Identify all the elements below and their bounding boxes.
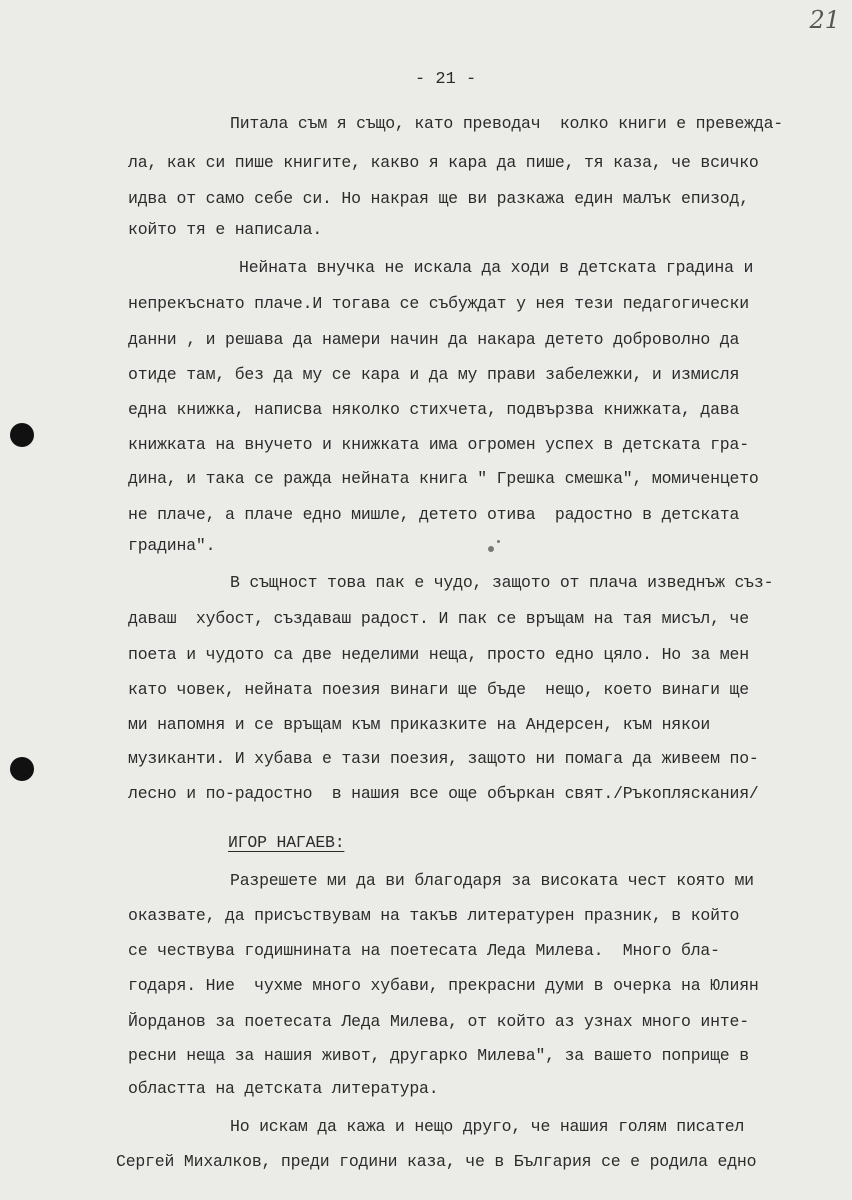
text-line: дина, и така се ражда нейната книга " Грешка смешка", момиченцето <box>128 469 759 488</box>
text-line: ресни неща за нашия живот, другарко Милева", за вашето поприще в <box>128 1046 749 1065</box>
text-line: който тя е написала. <box>128 220 323 239</box>
text-line: книжката на внучето и книжката има огромен успех в детската гра- <box>128 435 749 454</box>
handwritten-page-number: 21 <box>809 6 840 34</box>
text-line: непрекъснато плаче.И тогава се събуждат у нея тези педагогически <box>128 294 749 313</box>
text-line: оказвате, да присъствувам на такъв литературен празник, в който <box>128 906 740 925</box>
text-line: даваш хубост, създаваш радост. И пак се връщам на тая мисъл, че <box>128 609 749 628</box>
text-line: ми напомня и се връщам към приказките на Андерсен, към някои <box>128 715 711 734</box>
text-line: една книжка, написва няколко стихчета, подвързва книжката, дава <box>128 400 740 419</box>
text-line: музиканти. И хубава е тази поезия, защото ни помага да живеем по- <box>128 749 759 768</box>
punch-hole-bottom <box>10 757 34 781</box>
text-line: годаря. Ние чухме много хубави, прекрасни думи в очерка на Юлиян <box>128 976 759 995</box>
ink-speck <box>488 546 494 552</box>
page-number: - 21 - <box>415 70 477 89</box>
text-line: Сергей Михалков, преди години каза, че в България се е родила едно <box>116 1152 757 1171</box>
text-line: градина". <box>128 536 216 555</box>
text-line: Нейната внучка не искала да ходи в детската градина и <box>239 258 754 277</box>
text-line: ла, как си пише книгите, какво я кара да пише, тя каза, че всичко <box>128 153 759 172</box>
text-line: отиде там, без да му се кара и да му прави забележки, и измисля <box>128 365 740 384</box>
text-line: Разрешете ми да ви благодаря за високата чест която ми <box>230 871 754 890</box>
speaker-heading: ИГОР НАГАЕВ: <box>228 833 345 852</box>
text-line: се чествува годишнината на поетесата Леда Милева. Много бла- <box>128 941 720 960</box>
text-line: като човек, нейната поезия винаги ще бъде нещо, което винаги ще <box>128 680 749 699</box>
text-line: Йорданов за поетесата Леда Милева, от който аз узнах много инте- <box>128 1012 749 1031</box>
text-line: данни , и решава да намери начин да накара детето доброволно да <box>128 330 740 349</box>
text-line: не плаче, а плаче едно мишле, детето отива радостно в детската <box>128 505 740 524</box>
text-line: Но искам да кажа и нещо друго, че нашия голям писател <box>230 1117 745 1136</box>
text-line: поета и чудото са две неделими неща, просто едно цяло. Но за мен <box>128 645 749 664</box>
text-line: В същност това пак е чудо, защото от плача изведнъж съз- <box>230 573 774 592</box>
text-line: лесно и по-радостно в нашия все още объркан свят./Ръкопляскания/ <box>128 784 759 803</box>
text-line: Питала съм я също, като преводач колко книги е превежда- <box>230 114 783 133</box>
text-line: идва от само себе си. Но накрая ще ви разкажа един малък епизод, <box>128 189 749 208</box>
text-line: областта на детската литература. <box>128 1079 439 1098</box>
ink-speck <box>497 540 500 543</box>
punch-hole-top <box>10 423 34 447</box>
